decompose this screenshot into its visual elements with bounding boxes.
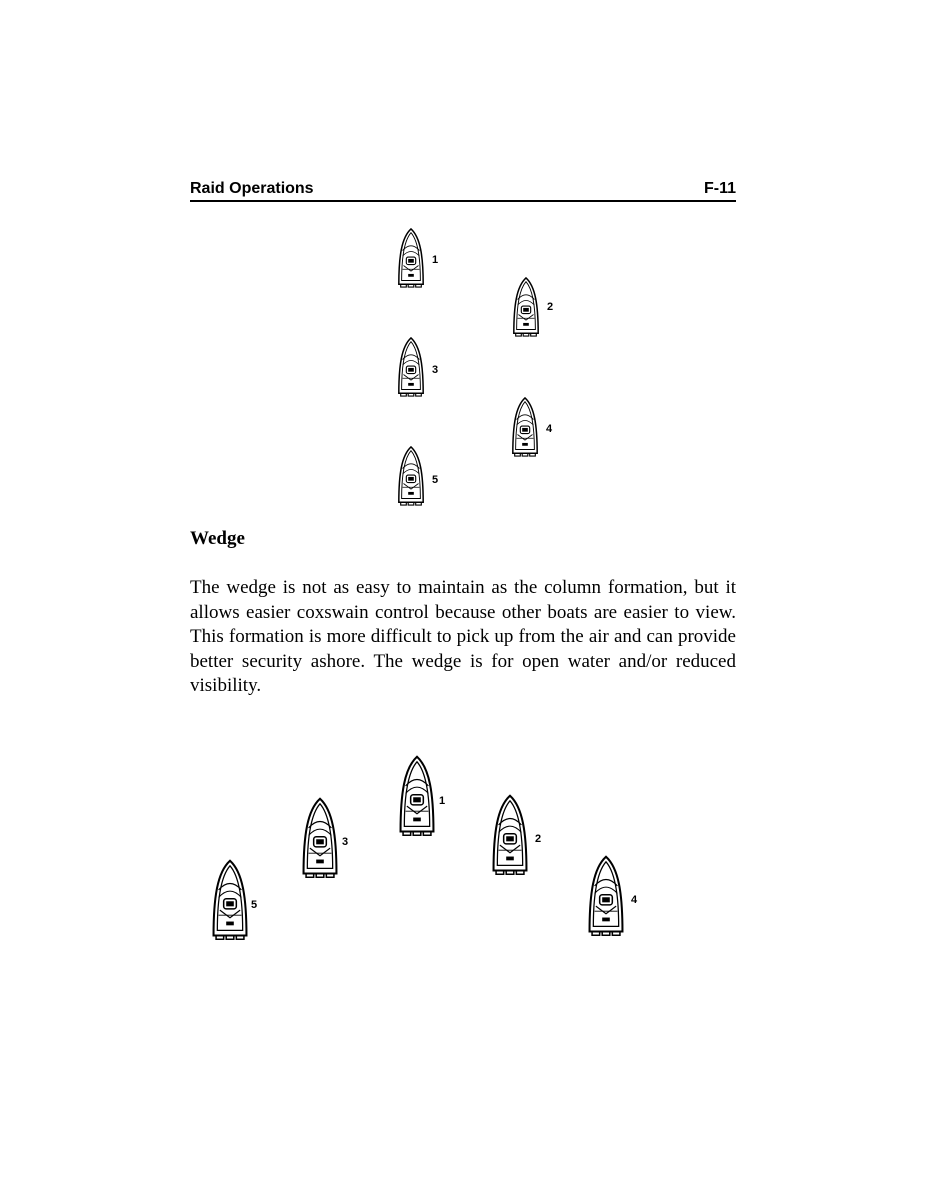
boat-label: 2 xyxy=(547,301,554,313)
patrol-boat-icon xyxy=(587,854,625,938)
boat-label: 4 xyxy=(631,894,638,906)
patrol-boat-icon xyxy=(398,754,436,838)
boat-label: 4 xyxy=(546,423,553,435)
patrol-boat-icon xyxy=(301,796,339,880)
boat-label: 3 xyxy=(432,364,439,376)
boat-label: 5 xyxy=(432,474,439,486)
section-heading: Wedge xyxy=(190,528,245,549)
patrol-boat-icon xyxy=(396,228,426,288)
section-title: Raid Operations xyxy=(190,180,314,197)
boat-label: 1 xyxy=(439,795,446,807)
patrol-boat-icon xyxy=(396,446,426,506)
patrol-boat-icon xyxy=(510,397,540,457)
page-header xyxy=(190,180,736,202)
page-number: F-11 xyxy=(703,180,736,197)
boat-label: 1 xyxy=(432,254,439,266)
patrol-boat-icon xyxy=(211,858,249,942)
body-paragraph: The wedge is not as easy to maintain as the column formation, but it allows easier coxswain control because other boats are easier to view. This formation is more difficult to pick up from the air and can provide better security ashore. The wedge is for open water and/or reduced visibility. xyxy=(190,577,736,696)
boat-label: 3 xyxy=(342,836,349,848)
patrol-boat-icon xyxy=(511,277,541,337)
patrol-boat-icon xyxy=(396,337,426,397)
boat-label: 5 xyxy=(251,899,258,911)
patrol-boat-icon xyxy=(491,793,529,877)
boat-label: 2 xyxy=(535,833,542,845)
